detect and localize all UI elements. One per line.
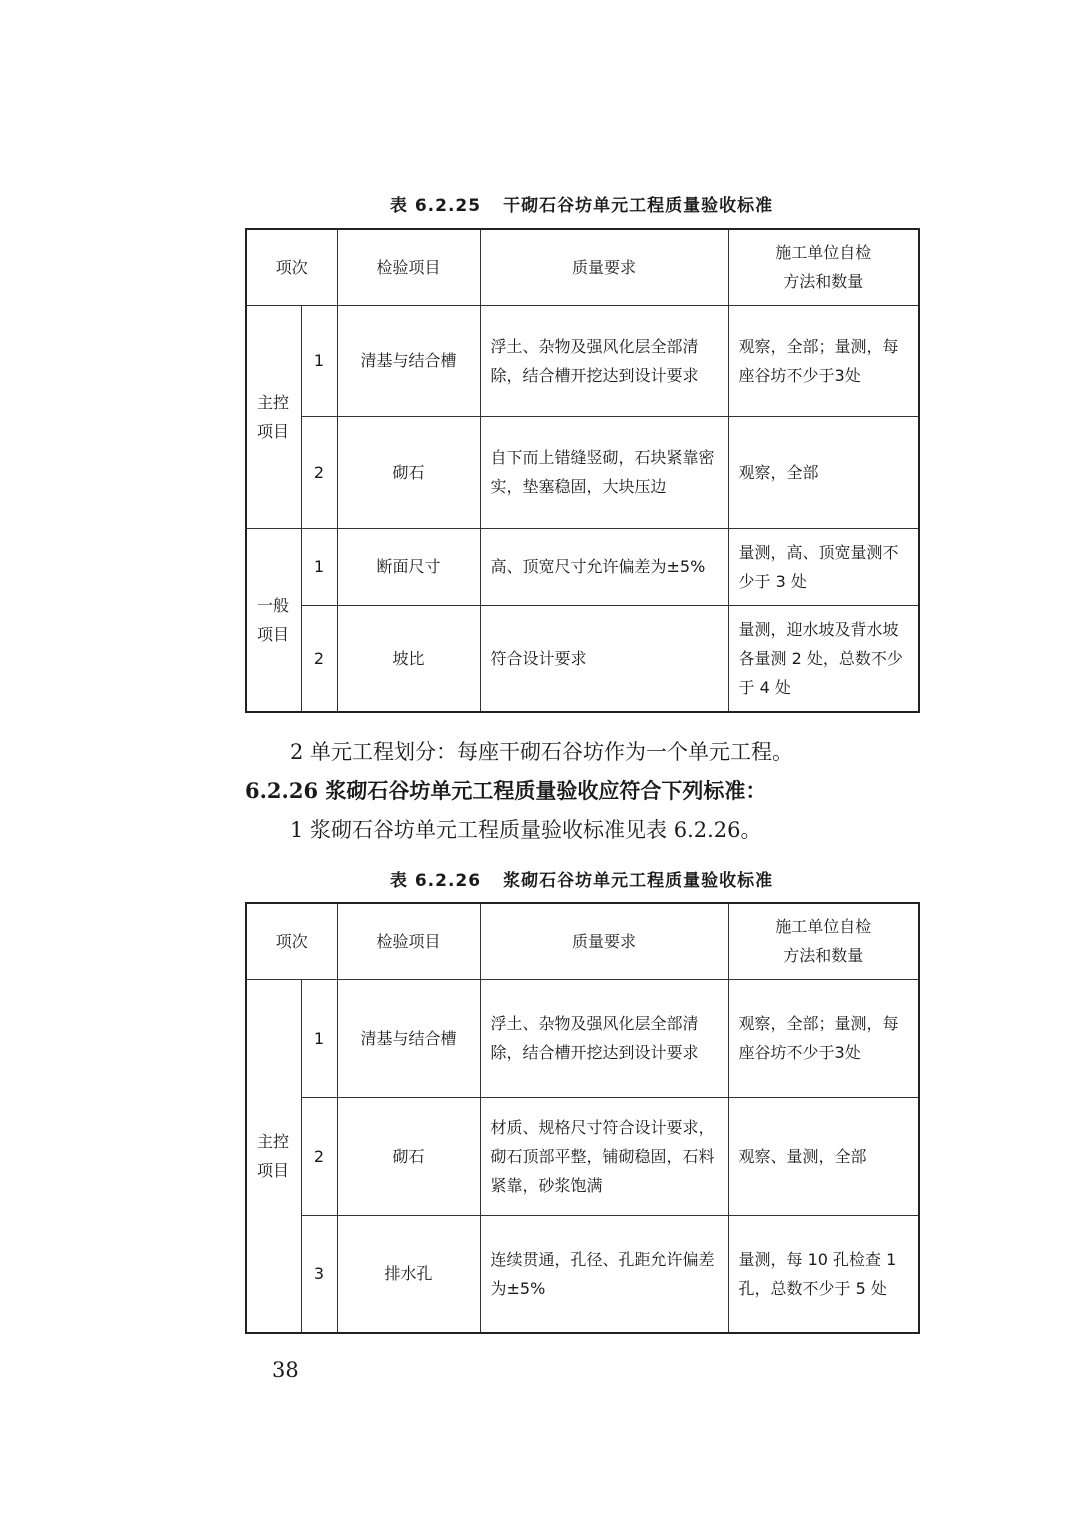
group-label-line1: 主控: [257, 392, 290, 412]
row-number: 1: [301, 528, 337, 605]
row-inspect-item: 砌石: [337, 416, 480, 528]
row-inspect-item: 排水孔: [337, 1215, 480, 1333]
group-main-control: [246, 305, 301, 528]
table-6-2-26: [245, 902, 920, 1334]
row-self-check: 量测，迎水坡及背水坡各量测 2 处，总数不少于 4 处: [728, 605, 919, 712]
table-row: [246, 1215, 919, 1333]
table-row: [246, 979, 919, 1097]
header-self-check-line2: 方法和数量: [783, 946, 864, 966]
row-self-check: 观察、量测，全部: [728, 1097, 919, 1215]
row-inspect-item: 断面尺寸: [337, 528, 480, 605]
table-row: [246, 528, 919, 605]
group-label-line2: 项目: [257, 624, 290, 644]
header-self-check: [728, 903, 919, 979]
table-row: [246, 305, 919, 416]
row-self-check: 观察，全部；量测，每座谷坊不少于3处: [728, 979, 919, 1097]
row-self-check: 观察，全部: [728, 416, 919, 528]
row-self-check: 量测，高、顶宽量测不少于 3 处: [728, 528, 919, 605]
row-quality-req: 浮土、杂物及强风化层全部清除，结合槽开挖达到设计要求: [480, 305, 728, 416]
header-quality-req: 质量要求: [480, 903, 728, 979]
table-row: [246, 416, 919, 528]
row-quality-req: 高、顶宽尺寸允许偏差为±5%: [480, 528, 728, 605]
row-number: 1: [301, 979, 337, 1097]
row-quality-req: 材质、规格尺寸符合设计要求，砌石顶部平整，铺砌稳固，石料紧靠，砂浆饱满: [480, 1097, 728, 1215]
header-item-no: 项次: [246, 229, 337, 305]
row-inspect-item: 清基与结合槽: [337, 979, 480, 1097]
row-inspect-item: 砌石: [337, 1097, 480, 1215]
group-label-line1: 主控: [257, 1131, 290, 1151]
group-general: [246, 528, 301, 712]
row-inspect-item: 坡比: [337, 605, 480, 712]
row-number: 2: [301, 416, 337, 528]
header-self-check-line1: 施工单位自检: [775, 917, 872, 937]
row-number: 2: [301, 605, 337, 712]
header-inspect-item: 检验项目: [337, 229, 480, 305]
page-number: 38: [272, 1358, 299, 1382]
table-row: [246, 1097, 919, 1215]
header-quality-req: 质量要求: [480, 229, 728, 305]
header-inspect-item: 检验项目: [337, 903, 480, 979]
header-self-check-line1: 施工单位自检: [775, 243, 872, 263]
row-quality-req: 浮土、杂物及强风化层全部清除，结合槽开挖达到设计要求: [480, 979, 728, 1097]
header-self-check: [728, 229, 919, 305]
table-caption-6-2-25: [245, 191, 918, 216]
caption-title: 干砌石谷坊单元工程质量验收标准: [503, 196, 774, 216]
header-item-no: 项次: [246, 903, 337, 979]
table-header-row: [246, 229, 919, 305]
group-label-line1: 一般: [257, 595, 290, 615]
row-self-check: 观察，全部；量测，每座谷坊不少于3处: [728, 305, 919, 416]
group-label-line2: 项目: [257, 421, 290, 441]
header-self-check-line2: 方法和数量: [783, 272, 864, 292]
body-line-clause-6-2-26: 6.2.26 浆砌石谷坊单元工程质量验收应符合下列标准：: [245, 778, 767, 803]
row-quality-req: 自下而上错缝竖砌，石块紧靠密实，垫塞稳固，大块压边: [480, 416, 728, 528]
table-caption-6-2-26: [245, 866, 918, 891]
table-row: [246, 605, 919, 712]
row-number: 2: [301, 1097, 337, 1215]
row-self-check: 量测，每 10 孔检查 1 孔，总数不少于 5 处: [728, 1215, 919, 1333]
row-inspect-item: 清基与结合槽: [337, 305, 480, 416]
caption-number: 表 6.2.26: [389, 871, 482, 891]
group-main-control: [246, 979, 301, 1333]
row-number: 1: [301, 305, 337, 416]
row-quality-req: 连续贯通，孔径、孔距允许偏差为±5%: [480, 1215, 728, 1333]
caption-number: 表 6.2.25: [389, 196, 482, 216]
table-header-row: [246, 903, 919, 979]
row-quality-req: 符合设计要求: [480, 605, 728, 712]
body-line-unit-division: 2 单元工程划分：每座干砌石谷坊作为一个单元工程。: [290, 740, 794, 764]
group-label-line2: 项目: [257, 1160, 290, 1180]
table-6-2-25: [245, 228, 920, 713]
caption-title: 浆砌石谷坊单元工程质量验收标准: [503, 871, 774, 891]
row-number: 3: [301, 1215, 337, 1333]
body-line-see-table: 1 浆砌石谷坊单元工程质量验收标准见表 6.2.26。: [290, 818, 762, 842]
